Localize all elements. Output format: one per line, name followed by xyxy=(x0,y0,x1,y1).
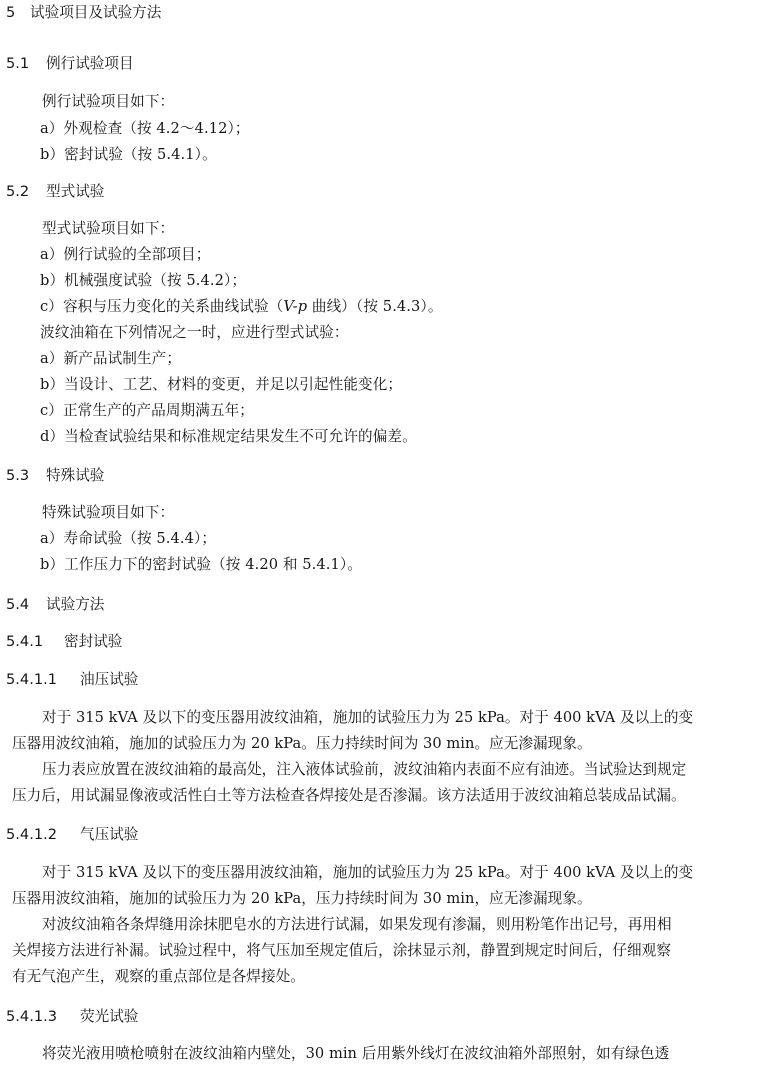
paragraph: 例行试验项目如下： xyxy=(42,93,175,110)
paragraph-line: 压器用波纹油箱，施加的试验压力为 20 kPa，压力持续时间为 30 min，应无渗漏现象。 xyxy=(12,890,592,907)
list-item: a）例行试验的全部项目； xyxy=(40,246,211,263)
paragraph: 波纹油箱在下列情况之一时，应进行型式试验： xyxy=(40,324,349,341)
section-number: 5.3 xyxy=(6,467,30,484)
list-item: a）新产品试制生产； xyxy=(40,350,182,367)
paragraph-line: 压力后，用试漏显像液或活性白土等方法检查各焊接处是否渗漏。该方法适用于波纹油箱总装成品试漏。 xyxy=(12,787,686,804)
list-item: a）寿命试验（按 5.4.4）； xyxy=(40,530,217,547)
paragraph-line: 对于 315 kVA 及以下的变压器用波纹油箱，施加的试验压力为 25 kPa。对于 400 kVA 及以上的变 xyxy=(42,864,694,881)
list-item: d）当检查试验结果和标准规定结果发生不可允许的偏差。 xyxy=(40,428,417,445)
section-title: 型式试验 xyxy=(46,183,105,200)
paragraph: 型式试验项目如下： xyxy=(42,220,175,237)
section-5-4-1-heading xyxy=(6,632,122,652)
section-5-1-heading xyxy=(6,54,134,74)
section-number: 5.1 xyxy=(6,55,30,72)
section-title: 试验项目及试验方法 xyxy=(30,4,162,21)
paragraph-line: 将荧光液用喷枪喷射在波纹油箱内壁处，30 min 后用紫外线灯在波纹油箱外部照射，如有绿色透 xyxy=(42,1045,670,1062)
section-number: 5 xyxy=(6,4,16,21)
section-number: 5.4.1.2 xyxy=(6,826,58,843)
paragraph-line: 压力表应放置在波纹油箱的最高处，注入液体试验前，波纹油箱内表面不应有油迹。当试验达到规定 xyxy=(42,761,687,778)
curve-symbol: V-p xyxy=(283,298,308,315)
list-item xyxy=(40,297,443,317)
section-number: 5.4 xyxy=(6,596,30,613)
list-item: c）正常生产的产品周期满五年； xyxy=(40,402,254,419)
paragraph: 特殊试验项目如下： xyxy=(42,504,175,521)
paragraph-line: 有无气泡产生，观察的重点部位是各焊接处。 xyxy=(12,968,305,985)
paragraph-line: 压器用波纹油箱，施加的试验压力为 20 kPa。压力持续时间为 30 min。应无渗漏现象。 xyxy=(12,735,592,752)
section-title: 油压试验 xyxy=(80,671,139,688)
section-number: 5.4.1.3 xyxy=(6,1008,58,1025)
list-item: b）密封试验（按 5.4.1）。 xyxy=(40,146,217,163)
paragraph-line: 对波纹油箱各条焊缝用涂抹肥皂水的方法进行试漏，如果发现有渗漏，则用粉笔作出记号，再用相 xyxy=(42,916,672,933)
section-5-4-1-3-heading xyxy=(6,1007,138,1027)
section-5-heading xyxy=(6,3,161,23)
section-number: 5.4.1.1 xyxy=(6,671,58,688)
paragraph-line: 对于 315 kVA 及以下的变压器用波纹油箱，施加的试验压力为 25 kPa。对于 400 kVA 及以上的变 xyxy=(42,709,694,726)
list-item: b）工作压力下的密封试验（按 4.20 和 5.4.1）。 xyxy=(40,556,362,573)
section-5-4-heading xyxy=(6,595,104,615)
list-item: b）机械强度试验（按 5.4.2）； xyxy=(40,272,247,289)
section-title: 密封试验 xyxy=(64,633,123,650)
list-item: a）外观检查（按 4.2～4.12）； xyxy=(40,120,250,137)
section-number: 5.4.1 xyxy=(6,633,44,650)
section-title: 荧光试验 xyxy=(80,1008,139,1025)
section-title: 特殊试验 xyxy=(46,467,105,484)
section-title: 例行试验项目 xyxy=(46,55,134,72)
section-number: 5.2 xyxy=(6,183,30,200)
list-item-text: 曲线）（按 5.4.3）。 xyxy=(307,298,443,315)
section-5-3-heading xyxy=(6,466,104,486)
section-5-4-1-2-heading xyxy=(6,825,138,845)
section-5-4-1-1-heading xyxy=(6,670,138,690)
list-item-text: c）容积与压力变化的关系曲线试验（ xyxy=(40,298,284,315)
paragraph-line: 关焊接方法进行补漏。试验过程中，将气压加至规定值后，涂抹显示剂，静置到规定时间后，仔细观察 xyxy=(12,942,671,959)
section-5-2-heading xyxy=(6,182,104,202)
section-title: 气压试验 xyxy=(80,826,139,843)
section-title: 试验方法 xyxy=(46,596,105,613)
list-item: b）当设计、工艺、材料的变更，并足以引起性能变化； xyxy=(40,376,403,393)
